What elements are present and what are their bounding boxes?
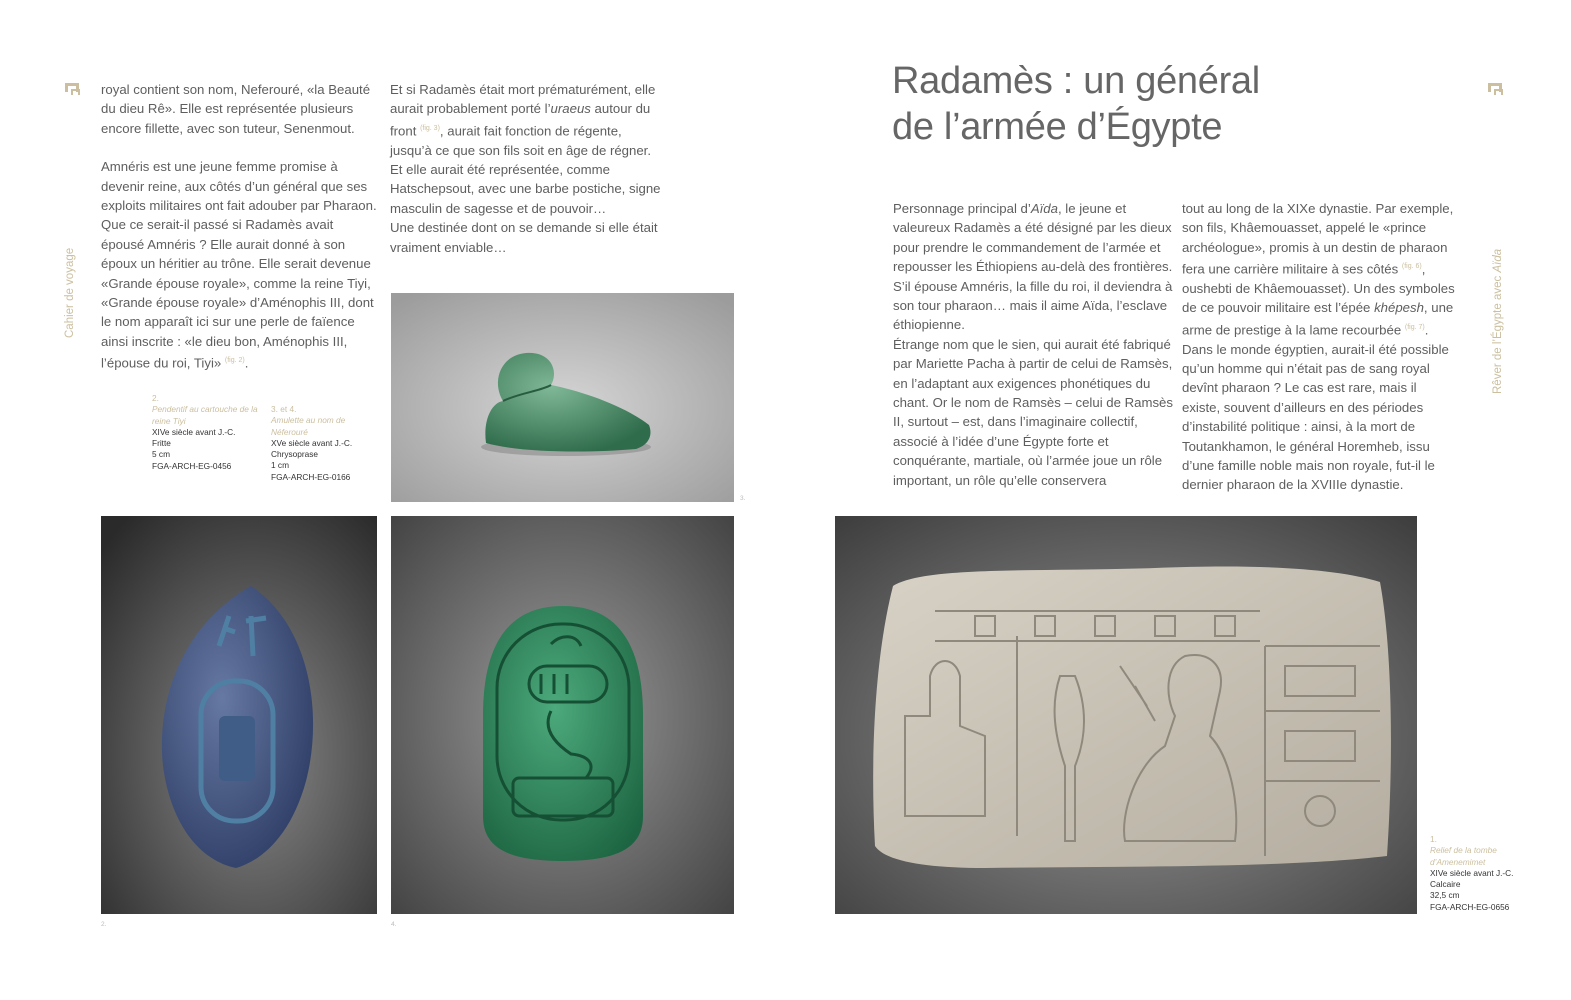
right-col2-italic: khépesh [1374,300,1424,316]
left-col2-text-a: Et si Radamès était mort prématurément, elle aurait probablement porté l’ [390,82,656,117]
right-col2-text-c: , une arme de prestige à la lame recourbée [1182,300,1454,338]
corner-mark-left [65,83,79,92]
caption-2-material: Fritte [152,438,171,449]
left-col2-text-c: , aurait fait fonction de régente, jusqu’à ce que son fils soit en âge de régner. Et elle aurait été représentée, comme Hatschepsout, avec une barbe postiche, signe masculin de sagesse et de pouvoir… [390,123,661,216]
caption-2-number: 2. [152,393,159,403]
fig-3-label: 3. [740,495,746,502]
photo-scarab-fig-4 [391,516,734,914]
left-col1-paragraph-2-text: Amnéris est une jeune femme promise à devenir reine, aux côtés d’un général que ses exploits militaires ont fait adouber par Pharaon. Que ce serait-il passé si Radamès avait épousé Amnéris ? Elle aurait donné à son époux un héritier au trône. Elle serait devenue «Grande épouse royale», comme la reine Tiyi, «Grande épouse royale» d’Aménophis III, dont le nom apparaît ici sur une perle de faïence ainsi inscrite : «le dieu bon, Aménophis III, l’épouse du roi, Tiyi» [101,159,377,371]
caption-34-size: 1 cm [271,460,289,471]
photo-pendant-fig-2 [101,516,377,914]
left-col2-italic: uraeus [550,101,591,117]
left-col2-text-b: autour du front [390,101,651,139]
caption-fig-3-4 [271,404,381,483]
caption-2-size: 5 cm [152,449,170,460]
left-col2-paragraph-1 [390,80,666,218]
side-label-right [1492,249,1504,394]
right-col1-paragraph-2: Étrange nom que le sien, qui aurait été fabriqué par Mariette Pacha à partir de celui de Ramsès, en l’adaptant aux exigences phonétiques du chant. Or le nom de Ramsès – celui de Ramsès II, surtout – est, dans l’imaginaire collectif, associé à l’idée d’une Égypte forte et conquérante, martiale, où l’armée joue un rôle important, un rôle qu’elle conservera [893,336,1173,488]
page-title-line-2: de l’armée d’Égypte [892,106,1223,148]
right-column-2 [1182,199,1458,495]
caption-34-material: Chrysoprase [271,449,319,460]
corner-mark-right [1488,83,1502,92]
right-col1-text-b: , le jeune et valeureux Radamès a été désigné par les dieux pour prendre le commandement de l’armée et repousser les Éthiopiens au-delà des frontières. S’il épouse Amnéris, la fille du roi, il deviendra à son tour pharaon… mais il aime Aïda, l’esclave éthiopienne. [893,201,1173,333]
page-title-line-1: Radamès : un général [892,60,1260,102]
left-column-1 [101,80,377,373]
amulet-illustration [391,293,734,502]
caption-34-number: 3. et 4. [271,404,297,414]
side-label-right-italic: Aïda [1492,248,1504,273]
caption-1-title: Relief de la tombe d’Amenemimet [1430,845,1497,867]
right-col1-italic: Aïda [1030,201,1058,216]
fig-ref-6: (fig. 6) [1401,263,1422,271]
right-col1-paragraph-1 [893,199,1173,335]
left-col1-paragraph-1: royal contient son nom, Neferouré, «la Beauté du dieu Rê». Elle est représentée plusieurs encore fillette, avec son tuteur, Senenmout. [101,82,371,136]
scarab-illustration [391,516,734,914]
caption-1-size: 32,5 cm [1430,890,1460,901]
right-column-1 [893,199,1173,490]
caption-2-inventory: FGA-ARCH-EG-0456 [152,460,232,471]
page-title [892,58,1452,150]
side-label-right-text: Rêver de l’Égypte avec [1492,272,1504,394]
caption-2-date: XIVe siècle avant J.-C. [152,426,236,437]
caption-fig-2 [152,393,262,472]
left-col2-paragraph-2: Une destinée dont on se demande si elle était vraiment enviable… [390,220,658,255]
fig-4-label: 4. [391,921,397,928]
fig-ref-7: (fig. 7) [1404,323,1425,331]
caption-2-title: Pendentif au cartouche de la reine Tiyi [152,404,258,426]
photo-amulet-fig-3 [391,293,734,502]
caption-1-number: 1. [1430,834,1437,844]
right-col2-paragraph-2: Dans le monde égyptien, aurait-il été possible qu’un homme qui n’était pas de sang royal devînt pharaon ? Le cas est rare, mais il existe, souvent d’ailleurs en des périodes d’instabilité politique : ainsi, à la mort de Toutankhamon, le général Horemheb, issu d’une famille noble mais non royale, fut-il le dernier pharaon de la XVIIIe dynastie. [1182,341,1449,493]
right-col2-text-b: , oushebti de Khâemouasset). Un des symboles de ce pouvoir militaire est l’épée [1182,261,1455,316]
fig-ref-3: (fig. 3) [420,124,440,132]
caption-34-date: XVe siècle avant J.-C. [271,437,353,448]
right-col2-text-a: tout au long de la XIXe dynastie. Par exemple, son fils, Khâemouasset, appelé le «prince archéologue», promis à un destin de pharaon fera une carrière militaire à ses côtés [1182,201,1454,277]
caption-34-title: Amulette au nom de Néferouré [271,415,346,437]
side-label-left [64,248,76,338]
caption-1-date: XIVe siècle avant J.-C. [1430,867,1514,878]
left-column-2 [390,80,666,257]
right-col2-paragraph-1 [1182,199,1458,340]
side-label-left-text: Cahier de voyage [64,247,76,338]
caption-1-material: Calcaire [1430,879,1461,890]
right-col2-text-d: . [1424,322,1429,338]
caption-34-inventory: FGA-ARCH-EG-0166 [271,471,351,482]
fig-2-label: 2. [101,921,107,928]
left-col1-paragraph-2: Amnéris est une jeune femme promise à devenir reine, aux côtés d’un général que ses exploits militaires ont fait adouber par Pharaon. Que ce serait-il passé si Radamès avait épousé Amnéris ? Elle aurait donné à son époux un héritier au trône. Elle serait devenue «Grande épouse royale», comme la reine Tiyi, «Grande épouse royale» d’Aménophis III, dont le nom apparaît ici sur une perle de faïence ainsi inscrite : «le dieu bon, Aménophis III, l’épouse du roi, Tiyi» $^{(fig. 2)}$. [101,159,377,371]
caption-1-inventory: FGA-ARCH-EG-0656 [1430,901,1510,912]
fig-ref-2: (fig. 2) [224,357,245,365]
right-col1-text-a: Personnage principal d’ [893,201,1031,216]
caption-fig-1 [1430,834,1530,913]
photo-relief-fig-1 [835,516,1417,914]
pendant-illustration [101,516,377,914]
relief-illustration [835,516,1417,914]
